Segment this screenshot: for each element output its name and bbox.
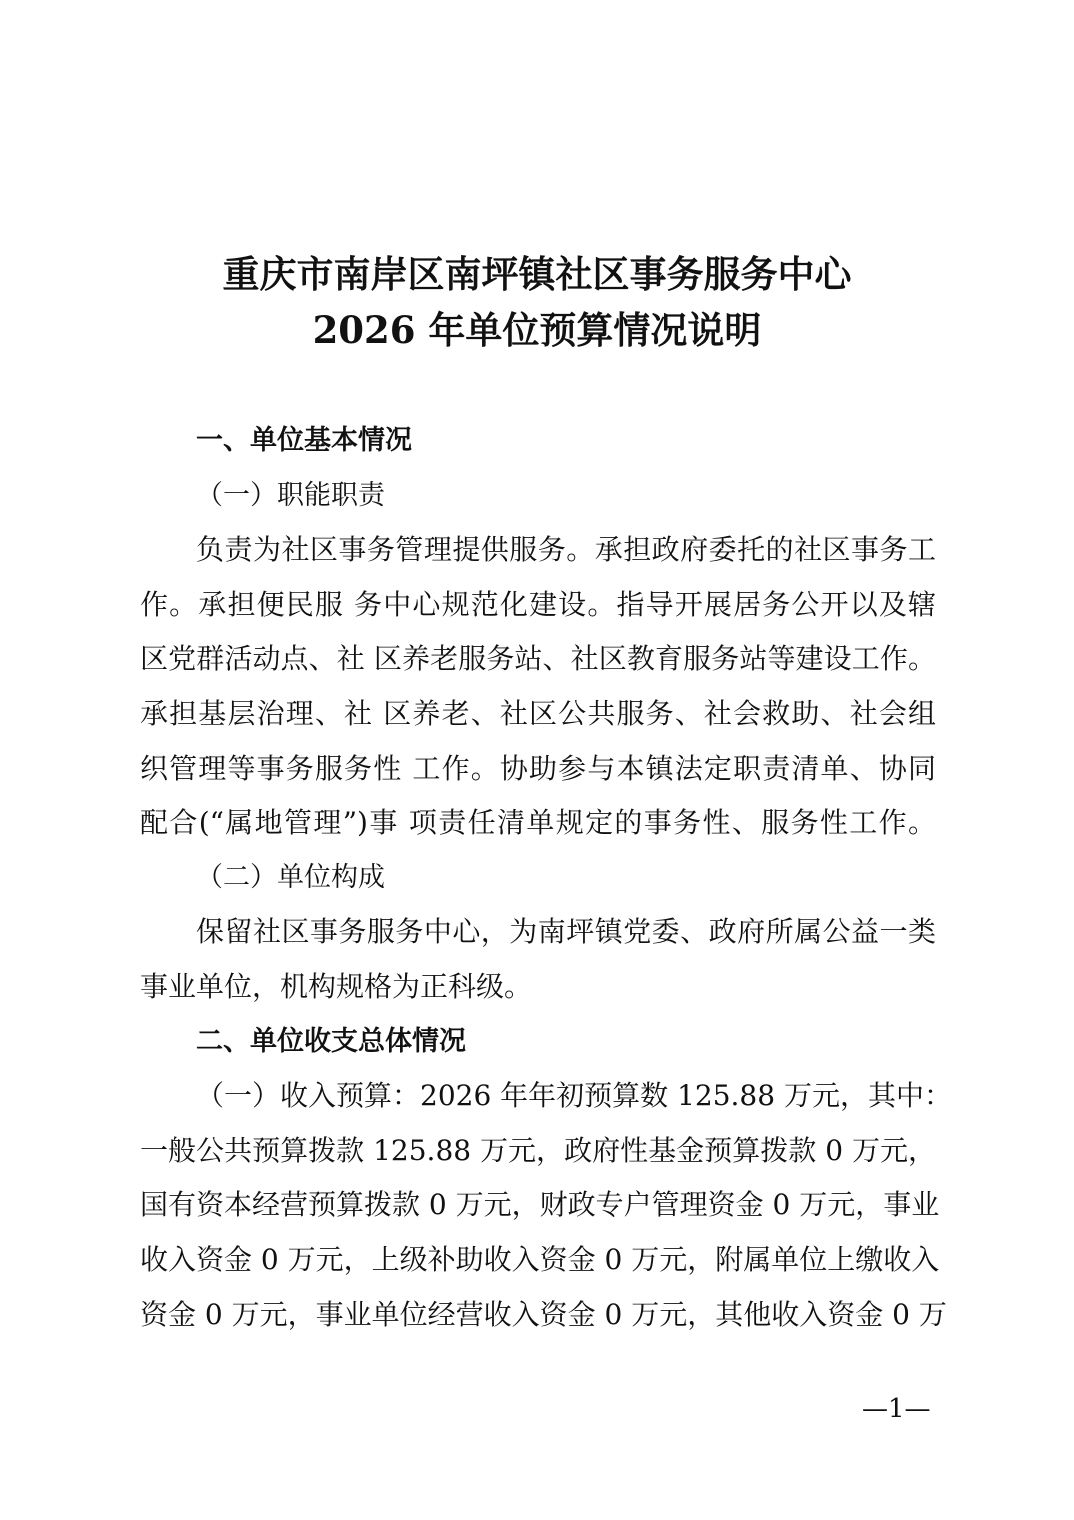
section-heading-budget-overview: 二、单位收支总体情况 xyxy=(196,1025,466,1057)
paragraph-line: 资金 0 万元，事业单位经营收入资金 0 万元，其他收入资金 0 万 xyxy=(140,1297,947,1331)
paragraph-composition xyxy=(140,905,936,1014)
paragraph-line: 织管理等事务服务性 工作。协助参与本镇法定职责清单、协同 xyxy=(140,751,936,785)
paragraph-income-budget xyxy=(140,1069,952,1342)
paragraph-line: 事业单位，机构规格为正科级。 xyxy=(140,969,533,1003)
paragraph-line: 作。承担便民服 务中心规范化建设。指导开展居务公开以及辖 xyxy=(140,587,936,621)
paragraph-line: 一般公共预算拨款 125.88 万元，政府性基金预算拨款 0 万元， xyxy=(140,1133,936,1167)
title-line-2: 2026 年单位预算情况说明 xyxy=(312,308,762,352)
paragraph-line: 区党群活动点、社 区养老服务站、社区教育服务站等建设工作。 xyxy=(140,642,936,676)
paragraph-line: 国有资本经营预算拨款 0 万元，财政专户管理资金 0 万元，事业 xyxy=(140,1188,940,1222)
section-heading-basic-info: 一、单位基本情况 xyxy=(196,425,412,456)
page-number: —1— xyxy=(862,1394,931,1424)
income-budget-total: 2026 年年初预算数 125.88 万元，其中： xyxy=(420,1079,952,1113)
paragraph-duties xyxy=(140,523,936,851)
document-title xyxy=(0,246,1074,358)
paragraph-line: 配合(“属地管理”)事 项责任清单规定的事务性、服务性工作。 xyxy=(140,806,936,840)
paragraph-line xyxy=(140,1069,952,1124)
subheading-duties: （一）职能职责 xyxy=(196,479,385,511)
paragraph-line: 负责为社区事务管理提供服务。承担政府委托的社区事务工 xyxy=(196,533,936,567)
income-budget-label: （一）收入预算： xyxy=(196,1079,421,1113)
document-body xyxy=(140,414,952,1342)
title-line-1: 重庆市南岸区南坪镇社区事务服务中心 xyxy=(222,252,852,296)
paragraph-line: 保留社区事务服务中心，为南坪镇党委、政府所属公益一类 xyxy=(196,915,936,949)
paragraph-line: 收入资金 0 万元，上级补助收入资金 0 万元，附属单位上缴收入 xyxy=(140,1242,940,1276)
paragraph-line: 承担基层治理、社 区养老、社区公共服务、社会救助、社会组 xyxy=(140,696,936,730)
subheading-composition: （二）单位构成 xyxy=(196,861,385,893)
